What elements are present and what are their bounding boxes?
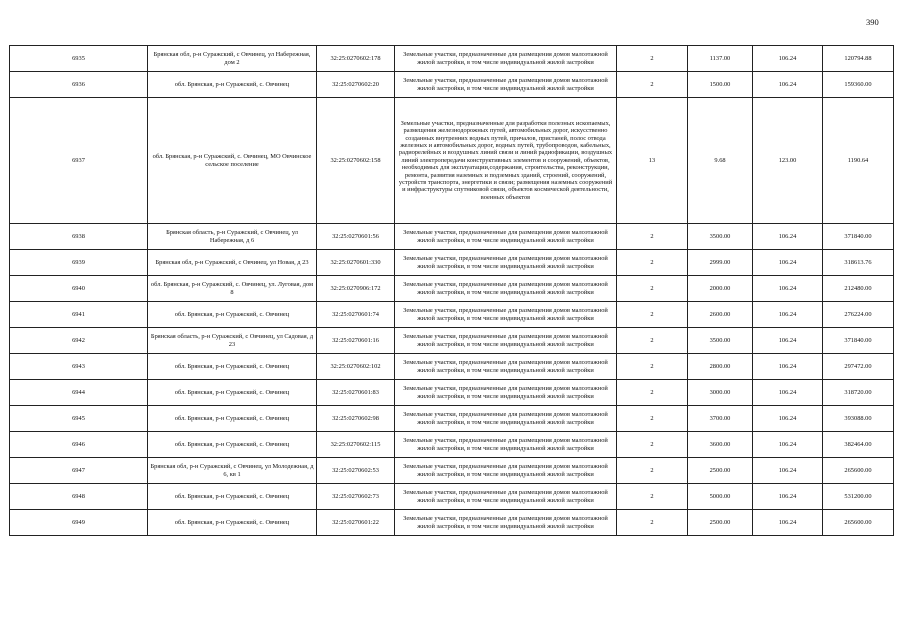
cadastral-value-cell: 159360.00	[823, 72, 894, 98]
land-purpose-cell: Земельные участки, предназначенные для размещения домов малоэтажной жилой застройки, в том числе индивидуальной жилой застройки	[395, 354, 617, 380]
cadastral-number-cell: 32:25:0270601:22	[317, 510, 395, 536]
page-number: 390	[866, 17, 879, 27]
table-row	[10, 406, 894, 432]
land-purpose-cell: Земельные участки, предназначенные для размещения домов малоэтажной жилой застройки, в том числе индивидуальной жилой застройки	[395, 432, 617, 458]
table-row	[10, 46, 894, 72]
unit-value-cell: 106.24	[753, 380, 823, 406]
unit-value-cell: 106.24	[753, 406, 823, 432]
cadastral-value-cell: 1190.64	[823, 98, 894, 224]
cadastral-number-cell: 32:25:0270906:172	[317, 276, 395, 302]
cadastral-value-cell: 393088.00	[823, 406, 894, 432]
group-code-cell: 2	[617, 72, 688, 98]
row-number-cell: 6937	[10, 98, 148, 224]
table-row	[10, 98, 894, 224]
cadastral-number-cell: 32:25:0270602:115	[317, 432, 395, 458]
land-purpose-cell: Земельные участки, предназначенные для разработки полезных ископаемых, размещения железнодорожных путей, автомобильных дорог, искусственно созданных внутренних водных путей, причалов, пристаней, полос отвода железных и автомобильных дорог, водных путей, трубопроводов, кабельных, радиорелейных и воздушных линий связи и линий радиофикации, воздушных линий электропередачи конструктивных элементов и сооружений, объектов, необходимых для эксплуатации,содержания, строительства, реконструкции, ремонта, развития наземных и подземных зданий, строений, сооружений, устройств транспорта, энергетики и связи; размещения наземных сооружений и инфраструктуры спутниковой связи, объектов космической деятельности, военных объектов	[395, 98, 617, 224]
unit-value-cell: 106.24	[753, 328, 823, 354]
cadastral-value-cell: 265600.00	[823, 510, 894, 536]
table-row	[10, 510, 894, 536]
cadastral-value-cell: 382464.00	[823, 432, 894, 458]
table-row	[10, 328, 894, 354]
cadastral-number-cell: 32:25:0270602:158	[317, 98, 395, 224]
unit-value-cell: 106.24	[753, 250, 823, 276]
group-code-cell: 2	[617, 406, 688, 432]
unit-value-cell: 106.24	[753, 484, 823, 510]
table-row	[10, 72, 894, 98]
group-code-cell: 2	[617, 224, 688, 250]
unit-value-cell: 123.00	[753, 98, 823, 224]
area-cell: 3000.00	[688, 380, 753, 406]
area-cell: 2000.00	[688, 276, 753, 302]
cadastral-number-cell: 32:25:0270602:20	[317, 72, 395, 98]
area-cell: 2500.00	[688, 458, 753, 484]
land-registry-table	[9, 45, 894, 536]
unit-value-cell: 106.24	[753, 72, 823, 98]
unit-value-cell: 106.24	[753, 510, 823, 536]
area-cell: 3700.00	[688, 406, 753, 432]
row-number-cell: 6944	[10, 380, 148, 406]
group-code-cell: 2	[617, 354, 688, 380]
area-cell: 9.68	[688, 98, 753, 224]
unit-value-cell: 106.24	[753, 458, 823, 484]
cadastral-number-cell: 32:25:0270602:98	[317, 406, 395, 432]
row-number-cell: 6935	[10, 46, 148, 72]
land-purpose-cell: Земельные участки, предназначенные для размещения домов малоэтажной жилой застройки, в том числе индивидуальной жилой застройки	[395, 380, 617, 406]
cadastral-value-cell: 212480.00	[823, 276, 894, 302]
cadastral-value-cell: 276224.00	[823, 302, 894, 328]
table-row	[10, 250, 894, 276]
table-row	[10, 354, 894, 380]
land-purpose-cell: Земельные участки, предназначенные для размещения домов малоэтажной жилой застройки, в том числе индивидуальной жилой застройки	[395, 302, 617, 328]
group-code-cell: 2	[617, 432, 688, 458]
group-code-cell: 2	[617, 510, 688, 536]
group-code-cell: 2	[617, 250, 688, 276]
cadastral-number-cell: 32:25:0270601:74	[317, 302, 395, 328]
table-row	[10, 380, 894, 406]
land-purpose-cell: Земельные участки, предназначенные для размещения домов малоэтажной жилой застройки, в том числе индивидуальной жилой застройки	[395, 250, 617, 276]
cadastral-value-cell: 371840.00	[823, 224, 894, 250]
unit-value-cell: 106.24	[753, 432, 823, 458]
address-cell: обл. Брянская, р-н Суражский, с. Овчинец, ул. Луговая, дом 8	[148, 276, 317, 302]
area-cell: 2500.00	[688, 510, 753, 536]
group-code-cell: 13	[617, 98, 688, 224]
row-number-cell: 6941	[10, 302, 148, 328]
cadastral-number-cell: 32:25:0270601:330	[317, 250, 395, 276]
cadastral-number-cell: 32:25:0270601:83	[317, 380, 395, 406]
cadastral-value-cell: 318720.00	[823, 380, 894, 406]
land-purpose-cell: Земельные участки, предназначенные для размещения домов малоэтажной жилой застройки, в том числе индивидуальной жилой застройки	[395, 484, 617, 510]
unit-value-cell: 106.24	[753, 46, 823, 72]
address-cell: обл. Брянская, р-н Суражский, с. Овчинец	[148, 406, 317, 432]
row-number-cell: 6948	[10, 484, 148, 510]
row-number-cell: 6938	[10, 224, 148, 250]
group-code-cell: 2	[617, 458, 688, 484]
cadastral-number-cell: 32:25:0270602:102	[317, 354, 395, 380]
row-number-cell: 6939	[10, 250, 148, 276]
cadastral-value-cell: 297472.00	[823, 354, 894, 380]
address-cell: обл. Брянская, р-н Суражский, с. Овчинец	[148, 302, 317, 328]
land-purpose-cell: Земельные участки, предназначенные для размещения домов малоэтажной жилой застройки, в том числе индивидуальной жилой застройки	[395, 72, 617, 98]
row-number-cell: 6940	[10, 276, 148, 302]
table-body	[10, 46, 894, 536]
table-row	[10, 484, 894, 510]
table-row	[10, 276, 894, 302]
group-code-cell: 2	[617, 328, 688, 354]
address-cell: Брянская область, р-н Суражский, с Овчинец, ул Набережная, д 6	[148, 224, 317, 250]
address-cell: обл. Брянская, р-н Суражский, с. Овчинец	[148, 484, 317, 510]
area-cell: 5000.00	[688, 484, 753, 510]
area-cell: 2600.00	[688, 302, 753, 328]
table-row	[10, 224, 894, 250]
row-number-cell: 6936	[10, 72, 148, 98]
land-purpose-cell: Земельные участки, предназначенные для размещения домов малоэтажной жилой застройки, в том числе индивидуальной жилой застройки	[395, 406, 617, 432]
land-purpose-cell: Земельные участки, предназначенные для размещения домов малоэтажной жилой застройки, в том числе индивидуальной жилой застройки	[395, 224, 617, 250]
cadastral-number-cell: 32:25:0270601:16	[317, 328, 395, 354]
area-cell: 2800.00	[688, 354, 753, 380]
cadastral-number-cell: 32:25:0270602:73	[317, 484, 395, 510]
row-number-cell: 6942	[10, 328, 148, 354]
area-cell: 3500.00	[688, 328, 753, 354]
unit-value-cell: 106.24	[753, 302, 823, 328]
cadastral-value-cell: 531200.00	[823, 484, 894, 510]
area-cell: 1500.00	[688, 72, 753, 98]
cadastral-number-cell: 32:25:0270602:178	[317, 46, 395, 72]
land-purpose-cell: Земельные участки, предназначенные для размещения домов малоэтажной жилой застройки, в том числе индивидуальной жилой застройки	[395, 510, 617, 536]
address-cell: Брянская область, р-н Суражский, с Овчинец, ул Садовая, д 23	[148, 328, 317, 354]
group-code-cell: 2	[617, 484, 688, 510]
address-cell: Брянская обл, р-н Суражский, с Овчинец, ул Молодежная, д 6, кв 1	[148, 458, 317, 484]
cadastral-number-cell: 32:25:0270602:53	[317, 458, 395, 484]
group-code-cell: 2	[617, 380, 688, 406]
address-cell: обл. Брянская, р-н Суражский, с. Овчинец	[148, 510, 317, 536]
group-code-cell: 2	[617, 302, 688, 328]
cadastral-value-cell: 265600.00	[823, 458, 894, 484]
address-cell: Брянская обл, р-н Суражский, с Овчинец, ул Набережная, дом 2	[148, 46, 317, 72]
area-cell: 1137.00	[688, 46, 753, 72]
area-cell: 3600.00	[688, 432, 753, 458]
area-cell: 2999.00	[688, 250, 753, 276]
row-number-cell: 6945	[10, 406, 148, 432]
area-cell: 3500.00	[688, 224, 753, 250]
address-cell: обл. Брянская, р-н Суражский, с. Овчинец, МО Овчинское сельское поселение	[148, 98, 317, 224]
table-row	[10, 432, 894, 458]
address-cell: обл. Брянская, р-н Суражский, с. Овчинец	[148, 432, 317, 458]
cadastral-value-cell: 120794.88	[823, 46, 894, 72]
address-cell: Брянская обл, р-н Суражский, с Овчинец, ул Новая, д 23	[148, 250, 317, 276]
land-purpose-cell: Земельные участки, предназначенные для размещения домов малоэтажной жилой застройки, в том числе индивидуальной жилой застройки	[395, 458, 617, 484]
land-purpose-cell: Земельные участки, предназначенные для размещения домов малоэтажной жилой застройки, в том числе индивидуальной жилой застройки	[395, 276, 617, 302]
group-code-cell: 2	[617, 46, 688, 72]
row-number-cell: 6947	[10, 458, 148, 484]
row-number-cell: 6943	[10, 354, 148, 380]
address-cell: обл. Брянская, р-н Суражский, с. Овчинец	[148, 72, 317, 98]
address-cell: обл. Брянская, р-н Суражский, с. Овчинец	[148, 380, 317, 406]
table-row	[10, 302, 894, 328]
group-code-cell: 2	[617, 276, 688, 302]
cadastral-number-cell: 32:25:0270601:56	[317, 224, 395, 250]
unit-value-cell: 106.24	[753, 276, 823, 302]
row-number-cell: 6946	[10, 432, 148, 458]
table-row	[10, 458, 894, 484]
unit-value-cell: 106.24	[753, 224, 823, 250]
cadastral-value-cell: 318613.76	[823, 250, 894, 276]
row-number-cell: 6949	[10, 510, 148, 536]
land-purpose-cell: Земельные участки, предназначенные для размещения домов малоэтажной жилой застройки, в том числе индивидуальной жилой застройки	[395, 46, 617, 72]
cadastral-value-cell: 371840.00	[823, 328, 894, 354]
unit-value-cell: 106.24	[753, 354, 823, 380]
land-purpose-cell: Земельные участки, предназначенные для размещения домов малоэтажной жилой застройки, в том числе индивидуальной жилой застройки	[395, 328, 617, 354]
address-cell: обл. Брянская, р-н Суражский, с. Овчинец	[148, 354, 317, 380]
